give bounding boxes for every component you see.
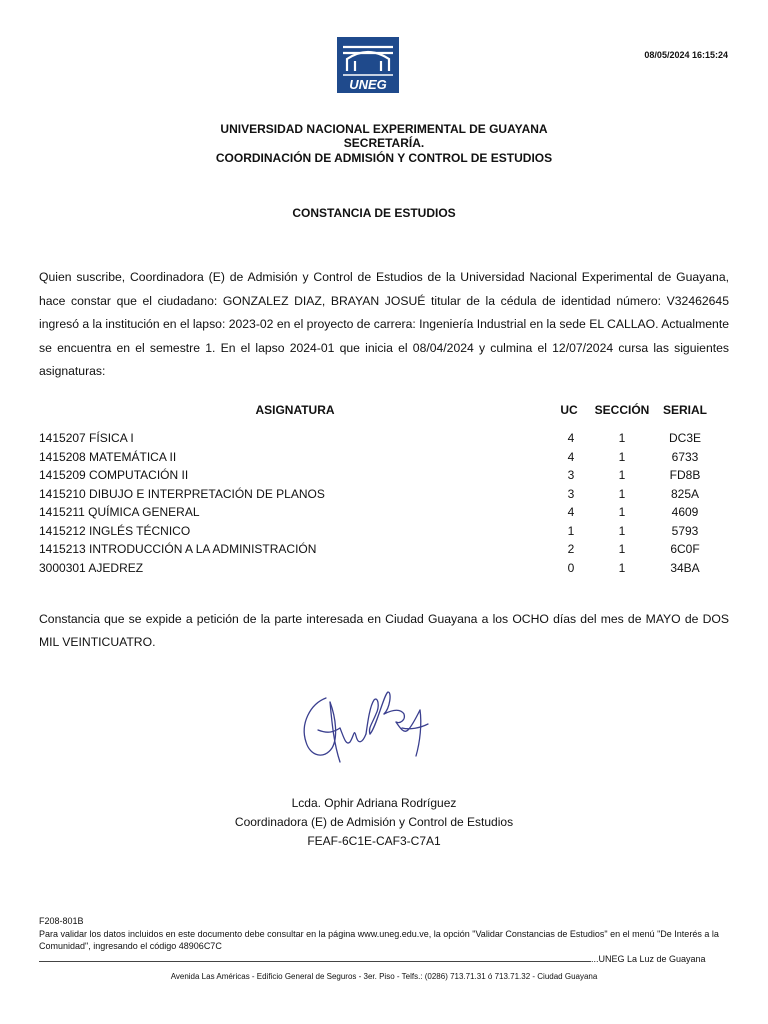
intro-paragraph: Quien suscribe, Coordinadora (E) de Admisión y Control de Estudios de la Universidad Nacional Experimental de Guayana, hace constar que el ciudadano: GONZALEZ DIAZ, BRAYAN JOSUÉ titular de la cédula de identidad número: V32462645 ingresó a la institución en el lapso: 2023-02 en el proyecto de carrera: Ingeniería Industrial en la sede EL CALLAO. Actualmente se encuentra en el semestre 1. En el lapso 2024-01 que inicia el 08/04/2024 y culmina el 12/07/2024 cursa las siguientes asignaturas: xyxy=(39,270,729,378)
uneg-logo xyxy=(337,37,399,93)
course-name: 1415211 QUÍMICA GENERAL xyxy=(39,505,200,519)
document-timestamp: 08/05/2024 16:15:24 xyxy=(644,50,728,60)
course-serial: 825A xyxy=(670,486,700,501)
handwritten-signature xyxy=(288,684,448,776)
course-serial: 4609 xyxy=(671,505,699,519)
course-section: 1 xyxy=(618,431,626,445)
course-name: 3000301 AJEDREZ xyxy=(39,560,144,575)
course-serial: 34BA xyxy=(670,560,700,575)
table-row xyxy=(39,561,729,580)
university-name: UNIVERSIDAD NACIONAL EXPERIMENTAL DE GUAYANA xyxy=(220,122,548,136)
course-uc: 2 xyxy=(567,542,575,556)
office-name: SECRETARÍA. xyxy=(343,136,425,150)
course-name: 1415208 MATEMÁTICA II xyxy=(39,449,177,464)
course-section: 1 xyxy=(618,449,626,464)
table-row xyxy=(39,487,729,506)
course-serial: 5793 xyxy=(671,523,699,538)
svg-text:UNEG: UNEG xyxy=(349,77,387,92)
course-serial: DC3E xyxy=(668,431,701,445)
form-code: F208-801B xyxy=(39,916,84,926)
footer-divider xyxy=(39,954,719,964)
column-header-serial: SERIAL xyxy=(662,403,707,417)
table-row xyxy=(39,542,729,561)
course-name: 1415213 INTRODUCCIÓN A LA ADMINISTRACIÓN xyxy=(39,542,317,556)
table-row xyxy=(39,505,729,524)
uneg-motto: ...UNEG La Luz de Guayana xyxy=(591,954,706,964)
table-row xyxy=(39,431,729,450)
course-section: 1 xyxy=(618,542,626,556)
course-name: 1415209 COMPUTACIÓN II xyxy=(39,468,189,482)
course-section: 1 xyxy=(618,560,626,575)
table-row xyxy=(39,468,729,487)
course-uc: 0 xyxy=(567,560,575,575)
column-header-uc: UC xyxy=(560,403,578,417)
course-section: 1 xyxy=(618,523,626,538)
footer-address: Avenida Las Américas - Edificio General de Seguros - 3er. Piso - Telfs.: (0286) 713.71.31 ó 713.71.32 - Ciudad Guayana xyxy=(170,972,598,981)
footer-rule-line xyxy=(39,961,591,962)
validation-note: Para validar los datos incluidos en este documento debe consultar en la página www.uneg.edu.ve, la opción "Validar Constancias de Estudios" en el menú "De Interés a la Comunidad", ingresando el código 48906C7C xyxy=(39,929,719,951)
coordination-name: COORDINACIÓN DE ADMISIÓN Y CONTROL DE ESTUDIOS xyxy=(215,151,553,165)
course-section: 1 xyxy=(618,505,626,519)
course-uc: 4 xyxy=(567,449,575,464)
course-serial: 6C0F xyxy=(670,542,700,556)
course-uc: 1 xyxy=(567,523,575,538)
course-uc: 4 xyxy=(567,505,575,519)
signatory-name: Lcda. Ophir Adriana Rodríguez xyxy=(291,796,457,810)
course-name: 1415207 FÍSICA I xyxy=(39,431,134,445)
course-uc: 4 xyxy=(567,431,575,445)
document-title: CONSTANCIA DE ESTUDIOS xyxy=(292,206,456,220)
column-header-seccion: SECCIÓN xyxy=(594,403,650,417)
course-table xyxy=(39,431,729,579)
signatory-code: FEAF-6C1E-CAF3-C7A1 xyxy=(307,834,441,848)
closing-paragraph: Constancia que se expide a petición de la parte interesada en Ciudad Guayana a los OCHO días del mes de MAYO de DOS MIL VEINTICUATRO. xyxy=(39,612,729,649)
course-name: 1415212 INGLÉS TÉCNICO xyxy=(39,523,191,538)
course-name: 1415210 DIBUJO E INTERPRETACIÓN DE PLANOS xyxy=(39,486,325,501)
course-serial: FD8B xyxy=(669,468,701,482)
signatory-role: Coordinadora (E) de Admisión y Control de Estudios xyxy=(234,815,514,829)
column-header-asignatura: ASIGNATURA xyxy=(255,403,335,417)
course-serial: 6733 xyxy=(671,449,699,464)
table-row xyxy=(39,524,729,543)
course-section: 1 xyxy=(618,486,626,501)
course-uc: 3 xyxy=(567,468,575,482)
course-section: 1 xyxy=(618,468,626,482)
course-uc: 3 xyxy=(567,486,575,501)
table-row xyxy=(39,450,729,469)
